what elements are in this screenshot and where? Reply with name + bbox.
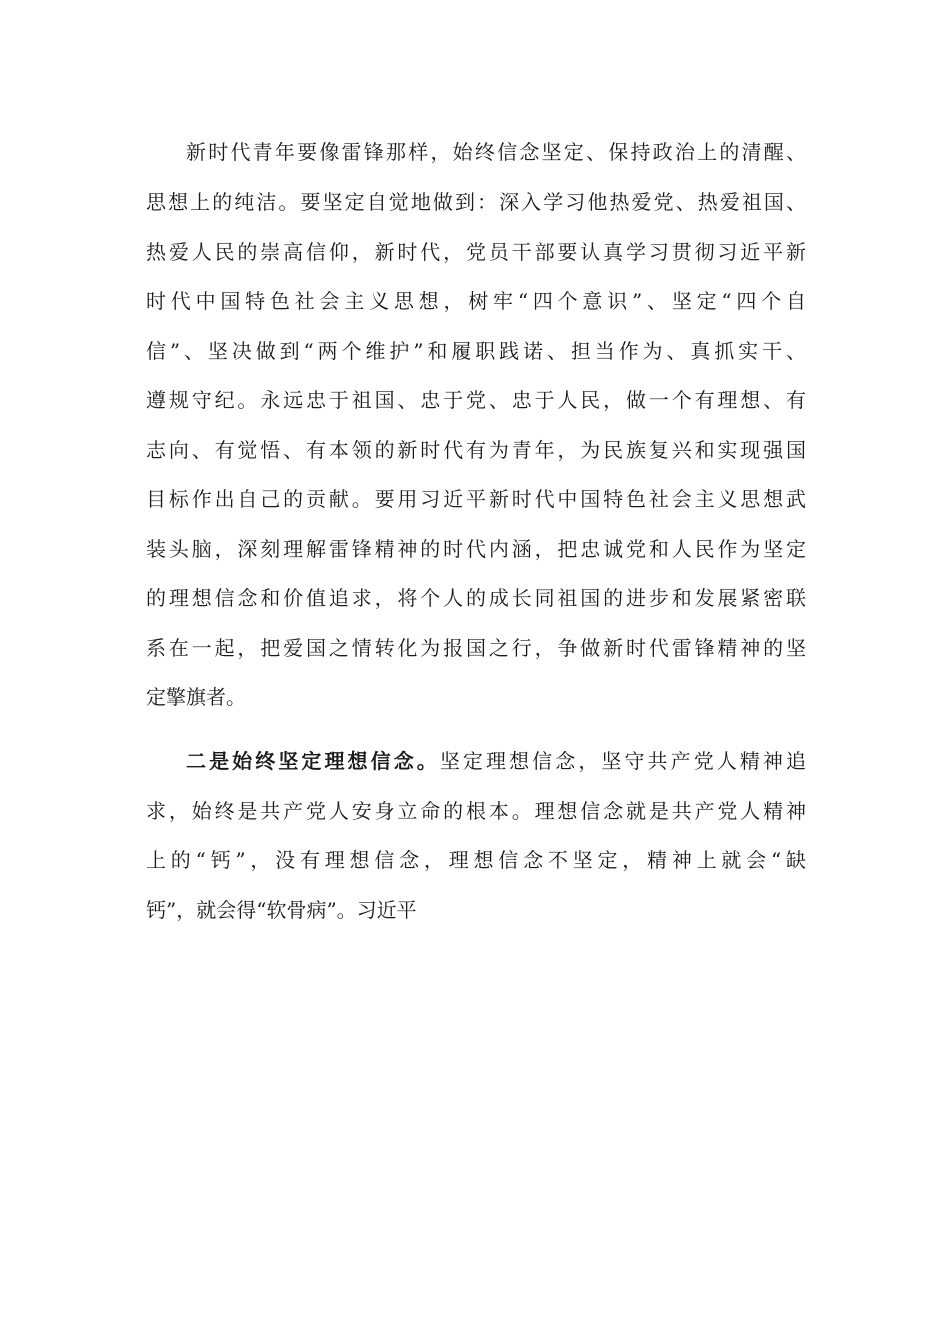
paragraph-1-line-7: 志向、有觉悟、有本领的新时代有为青年，为民族复兴和实现强国 [146, 438, 806, 462]
paragraph-2-first-text: 坚定理想信念，坚守共产党人精神追 [439, 749, 807, 773]
paragraph-1-line-11: 系在一起，把爱国之情转化为报国之行，争做新时代雷锋精神的坚 [146, 636, 806, 660]
paragraph-1-line-5: 信”、坚决做到“两个维护”和履职践诺、担当作为、真抓实干、 [146, 339, 806, 363]
paragraph-1-line-3: 热爱人民的崇高信仰，新时代，党员干部要认真学习贯彻习近平新 [146, 240, 806, 264]
paragraph-2-line-4: 钙”，就会得“软骨病”。习近平 [146, 898, 417, 922]
paragraph-2-line-1 [186, 746, 806, 776]
paragraph-1-line-1: 新时代青年要像雷锋那样，始终信念坚定、保持政治上的清醒、 [186, 140, 806, 164]
paragraph-2-heading: 二是始终坚定理想信念。 [186, 749, 440, 773]
paragraph-1-line-6: 遵规守纪。永远忠于祖国、忠于党、忠于人民，做一个有理想、有 [146, 388, 806, 412]
paragraph-2-line-3: 上的“钙”，没有理想信念，理想信念不坚定，精神上就会“缺 [146, 848, 806, 872]
paragraph-1-line-9: 装头脑，深刻理解雷锋精神的时代内涵，把忠诚党和人民作为坚定 [146, 537, 806, 561]
paragraph-1-line-2: 思想上的纯洁。要坚定自觉地做到：深入学习他热爱党、热爱祖国、 [146, 190, 806, 214]
paragraph-2-line-2: 求，始终是共产党人安身立命的根本。理想信念就是共产党人精神 [146, 799, 806, 823]
paragraph-1-line-10: 的理想信念和价值追求，将个人的成长同祖国的进步和发展紧密联 [146, 586, 806, 610]
paragraph-1-line-4: 时代中国特色社会主义思想，树牢“四个意识”、坚定“四个自 [146, 289, 806, 313]
paragraph-1-line-8: 目标作出自己的贡献。要用习近平新时代中国特色社会主义思想武 [146, 487, 806, 511]
paragraph-1-line-12: 定擎旗者。 [146, 685, 246, 709]
